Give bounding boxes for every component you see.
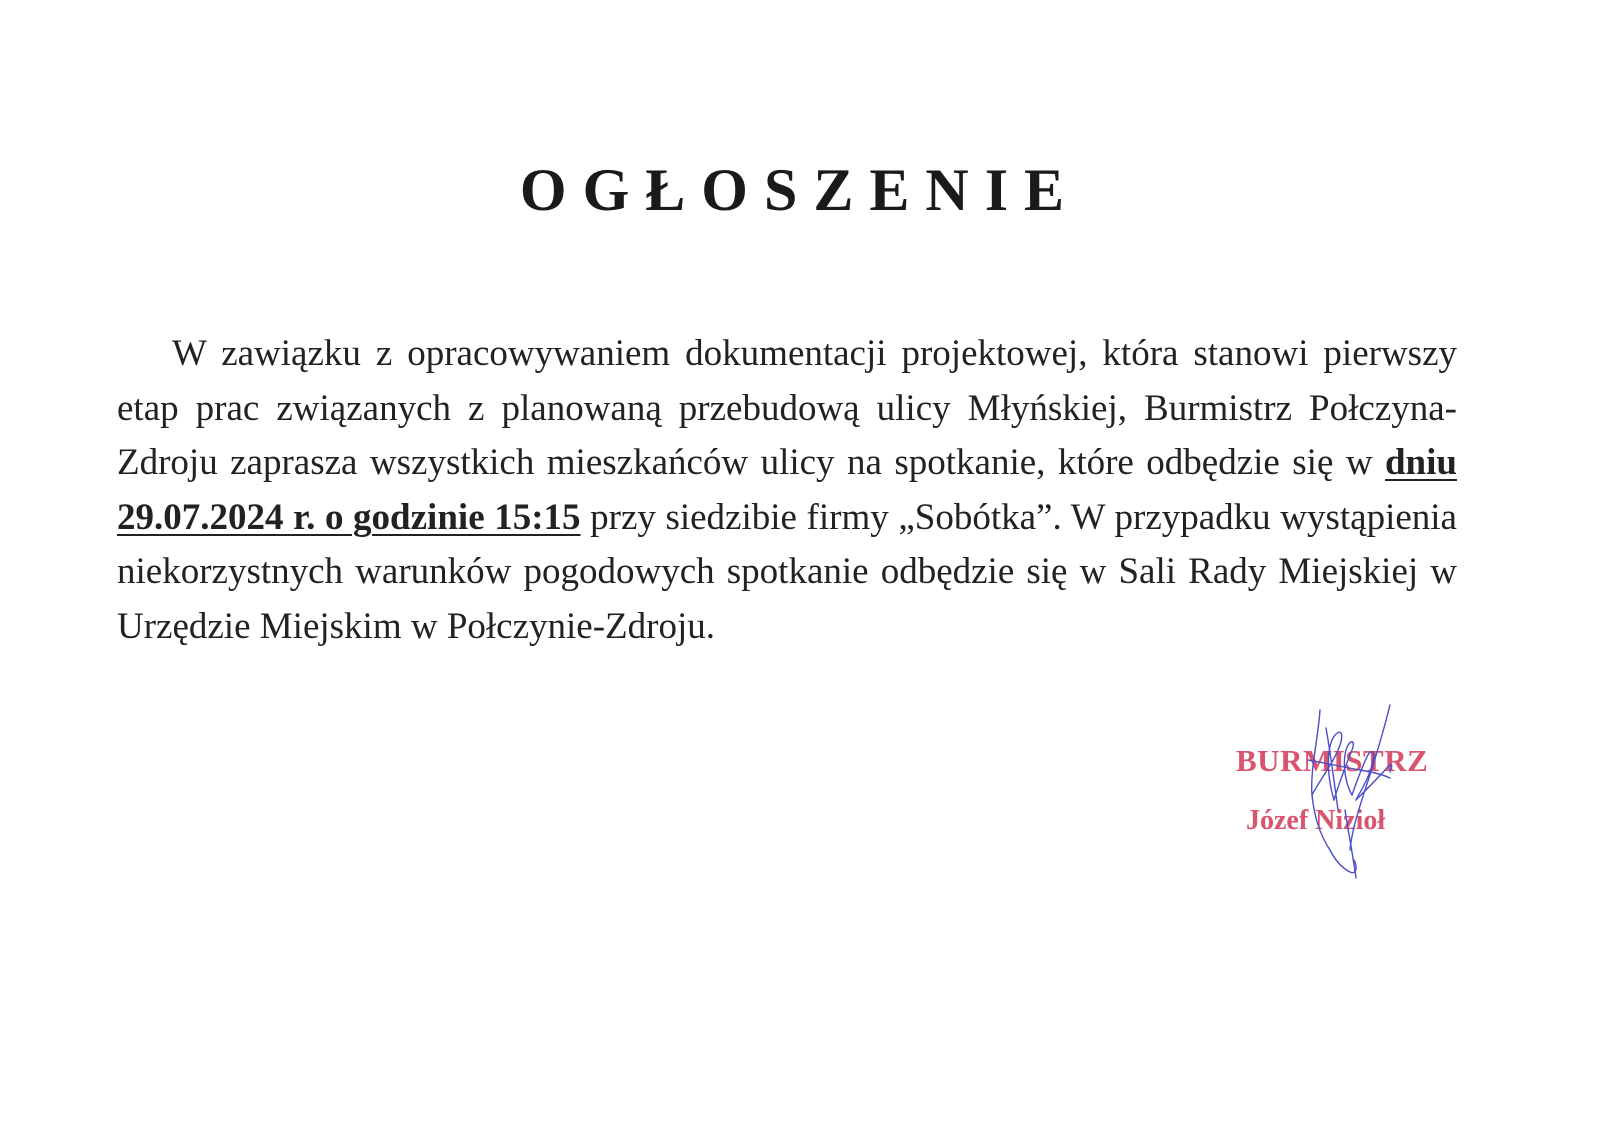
meeting-date-time: dniu 29.07.2024 r. o godzinie 15:15	[117, 442, 1457, 538]
stamp-name: Józef Nizioł	[1246, 805, 1386, 836]
body-text-part-2: przy siedzibie firmy „Sobótka”. W przypadku wystąpienia niekorzystnych warunków pogodowych spotkanie odbędzie się w Sali Rady Miejskiej w Urzędzie Miejskim w Połczynie-Zdroju.	[117, 496, 1457, 647]
announcement-body	[117, 327, 1457, 655]
body-text-part-1: W zawiązku z opracowywaniem dokumentacji projektowej, która stanowi pierwszy etap prac związanych z planowaną przebudową ulicy Młyńskiej, Burmistrz Połczyna-Zdroju zaprasza wszystkich mieszkańców ulicy na spotkanie, które odbędzie się w	[117, 333, 1457, 484]
handwritten-signature	[1290, 700, 1400, 885]
stamp-title: BURMISTRZ	[1236, 743, 1429, 778]
document-title: OGŁOSZENIE	[519, 157, 1081, 223]
